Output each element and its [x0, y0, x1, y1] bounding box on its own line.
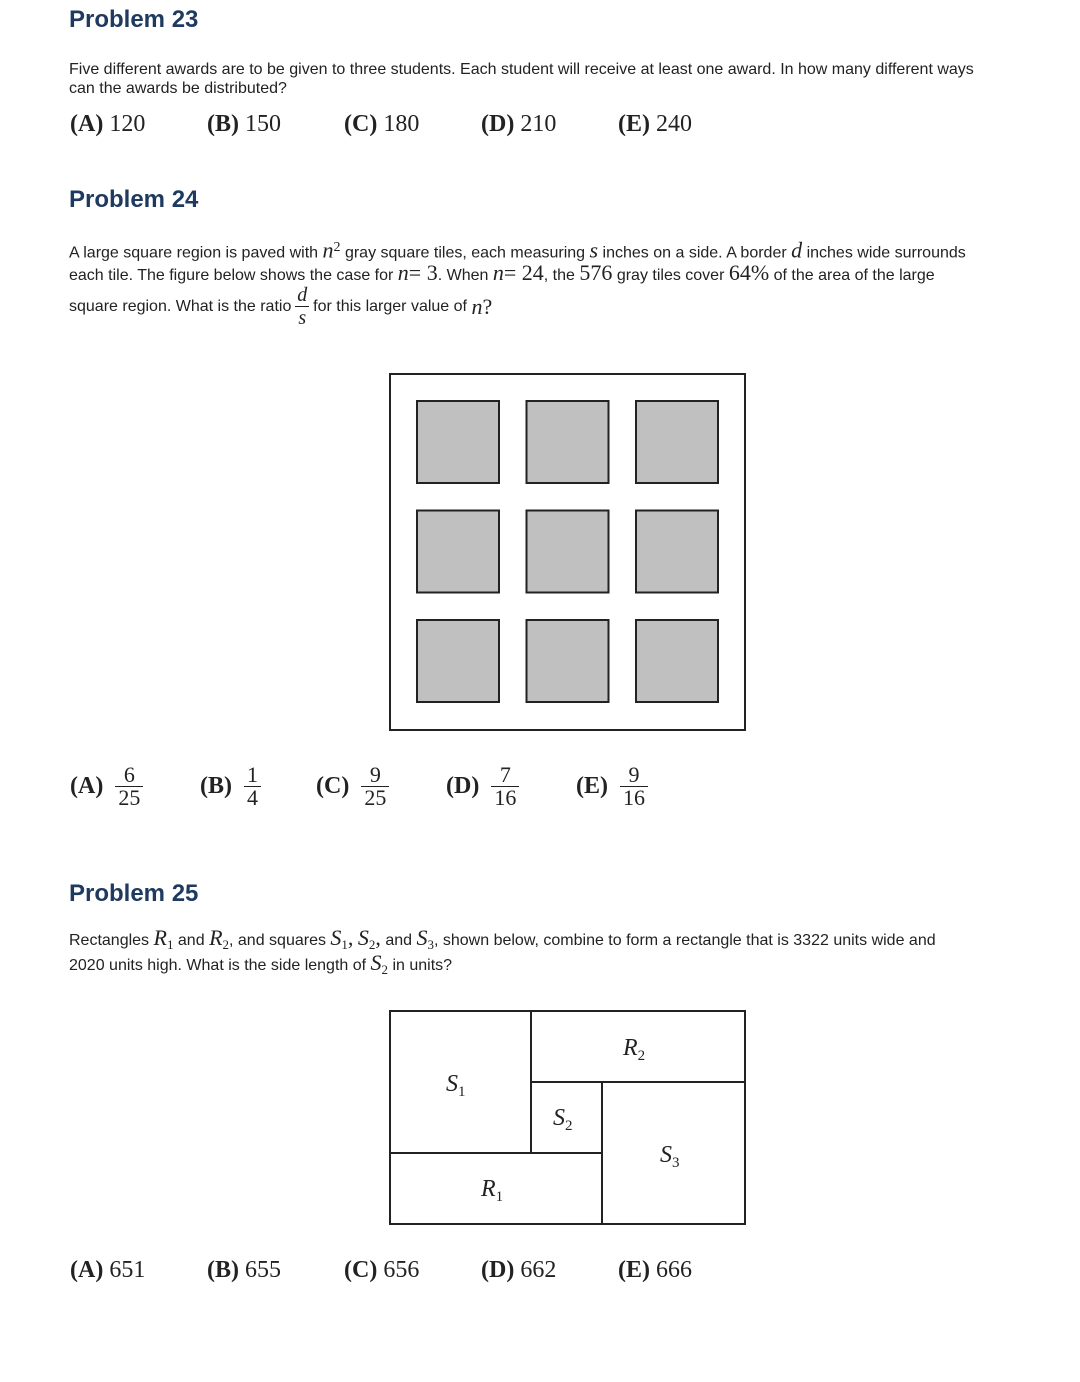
gray-tile — [636, 401, 718, 483]
label-s1: $S_1$ — [446, 1071, 466, 1100]
choice-c[interactable]: (C) 180 — [344, 111, 420, 137]
choice-e[interactable]: (E) 666 — [618, 1257, 692, 1283]
gray-tile — [527, 511, 609, 593]
gray-tile — [417, 401, 499, 483]
gray-tile — [636, 511, 718, 593]
label-s3: $S_3$ — [660, 1142, 680, 1171]
problem-24-line-3: square region. What is the ratio $\frac{d}{s}$ for this larger value of n ? — [69, 284, 493, 329]
choice-a[interactable]: (A) 651 — [70, 1257, 146, 1283]
gray-tile — [527, 620, 609, 702]
tile-figure — [388, 372, 748, 734]
choice-a[interactable]: (A) 120 — [70, 111, 146, 137]
problem-24-title: Problem 24 — [69, 186, 199, 213]
problem-25-line-1: Rectangles $R_1$ and $R_2$, and squares $S_1$, $S_2$, and $S_3$, shown below, combine to form a rectangle that is 3322 units wide and — [69, 925, 936, 953]
choice-d[interactable]: (D) $\frac{7}{16}$ — [446, 764, 576, 809]
choice-b[interactable]: (B) $\frac{1}{4}$ — [200, 764, 316, 809]
choice-c[interactable]: (C) $\frac{9}{25}$ — [316, 764, 446, 809]
problem-23-text: Five different awards are to be given to three students. Each student will receive at least one award. In how many different ways can the awards be distributed? — [69, 61, 974, 97]
gray-tile — [417, 620, 499, 702]
gray-tile — [636, 620, 718, 702]
label-r2: $R_2$ — [623, 1035, 646, 1064]
gray-tile — [527, 401, 609, 483]
ratio-fraction: $\frac{d}{s}$ — [297, 284, 308, 329]
problem-24-choices — [70, 764, 650, 809]
choice-a[interactable]: (A) $\frac{6}{25}$ — [70, 764, 200, 809]
problem-25-title: Problem 25 — [69, 880, 199, 907]
label-s2: $S_2$ — [553, 1105, 573, 1134]
choice-e[interactable]: (E) 240 — [618, 111, 692, 137]
choice-b[interactable]: (B) 655 — [207, 1257, 281, 1283]
problem-24-line-1: A large square region is paved with $n^2$ gray square tiles, each measuring s inches on a side. A border d inches wide surrounds — [69, 237, 966, 263]
choice-e[interactable]: (E) $\frac{9}{16}$ — [576, 764, 650, 809]
choice-d[interactable]: (D) 210 — [481, 111, 557, 137]
problem-25-choices — [70, 1257, 692, 1284]
choice-b[interactable]: (B) 150 — [207, 111, 281, 137]
problem-23-title: Problem 23 — [69, 6, 199, 33]
choice-c[interactable]: (C) 656 — [344, 1257, 420, 1283]
gray-tile — [417, 511, 499, 593]
choice-d[interactable]: (D) 662 — [481, 1257, 557, 1283]
rectangle-figure — [388, 1009, 748, 1227]
problem-25-line-2: 2020 units high. What is the side length of $S_2$ in units? — [69, 950, 453, 978]
problem-23-choices — [70, 111, 692, 138]
problem-24-line-2: each tile. The figure below shows the case for n= 3. When n= 24, the 576 gray tiles cover 64% of the area of the large — [69, 260, 935, 285]
label-r1: $R_1$ — [481, 1176, 504, 1205]
tile-grid — [417, 401, 718, 702]
